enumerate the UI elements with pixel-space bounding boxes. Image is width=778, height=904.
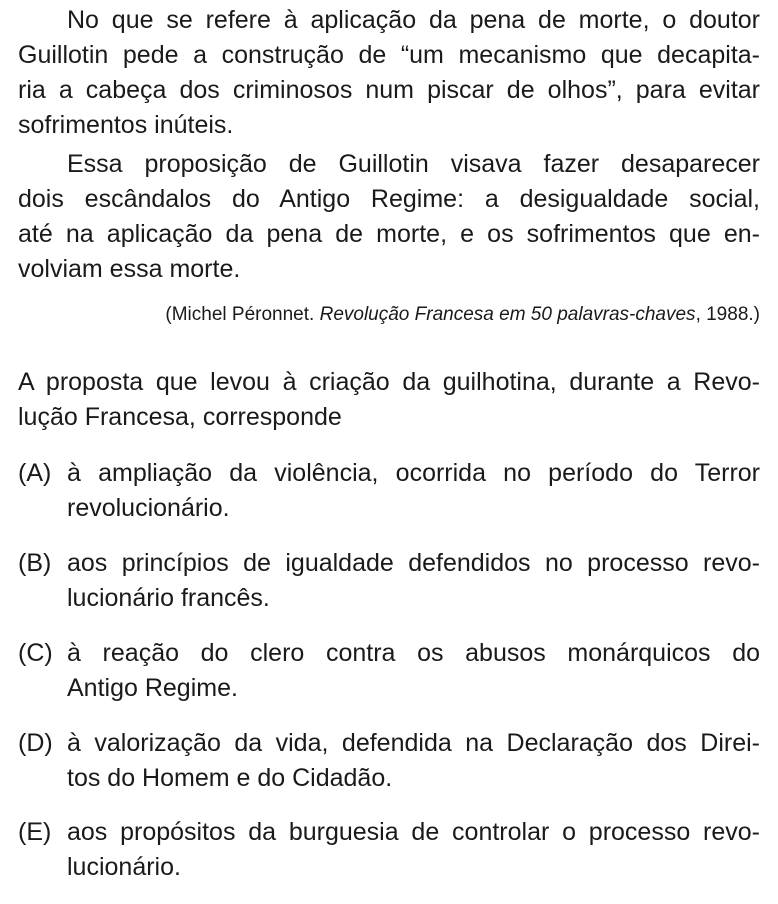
option-e-line2: lucionário. — [67, 853, 181, 881]
option-b-line2: lucionário francês. — [67, 584, 270, 612]
passage-p2-line3: até na aplicação da pena de morte, e os sofrimentos que en- — [18, 220, 760, 248]
passage-p1-line2: Guillotin pede a construção de “um mecanismo que decapita- — [18, 41, 760, 69]
passage-p2-line2: dois escândalos do Antigo Regime: a desigualdade social, — [18, 185, 760, 213]
option-c-line2: Antigo Regime. — [67, 674, 238, 702]
option-a-line2: revolucionário. — [67, 494, 230, 522]
option-b-letter: (B) — [18, 549, 52, 577]
passage-p1-line4: sofrimentos inúteis. — [18, 111, 234, 139]
option-a-letter: (A) — [18, 459, 52, 487]
option-d-line2: tos do Homem e do Cidadão. — [67, 764, 393, 792]
passage-p2-line4: volviam essa morte. — [18, 255, 241, 283]
option-e-letter: (E) — [18, 818, 52, 846]
citation-title: Revolução Francesa em 50 palavras-chaves — [319, 304, 696, 325]
option-c-letter: (C) — [18, 639, 53, 667]
question-line1: A proposta que levou à criação da guilhotina, durante a Revo- — [18, 368, 760, 396]
option-e-line1: aos propósitos da burguesia de controlar o processo revo- — [67, 818, 760, 846]
citation — [165, 300, 760, 330]
question-line2: lução Francesa, corresponde — [18, 403, 342, 431]
passage-p2-line1: Essa proposição de Guillotin visava fazer desaparecer — [67, 150, 760, 178]
passage-p1-line3: ria a cabeça dos criminosos num piscar de olhos”, para evitar — [18, 76, 760, 104]
option-d-line1: à valorização da vida, defendida na Declaração dos Direi- — [67, 729, 760, 757]
option-c-line1: à reação do clero contra os abusos monárquicos do — [67, 639, 760, 667]
citation-prefix: (Michel Péronnet. — [165, 304, 320, 325]
option-d-letter: (D) — [18, 729, 53, 757]
option-a-line1: à ampliação da violência, ocorrida no período do Terror — [67, 459, 760, 487]
passage-p1-line1: No que se refere à aplicação da pena de morte, o doutor — [67, 6, 760, 34]
option-b-line1: aos princípios de igualdade defendidos no processo revo- — [67, 549, 760, 577]
citation-suffix: , 1988.) — [695, 304, 760, 325]
